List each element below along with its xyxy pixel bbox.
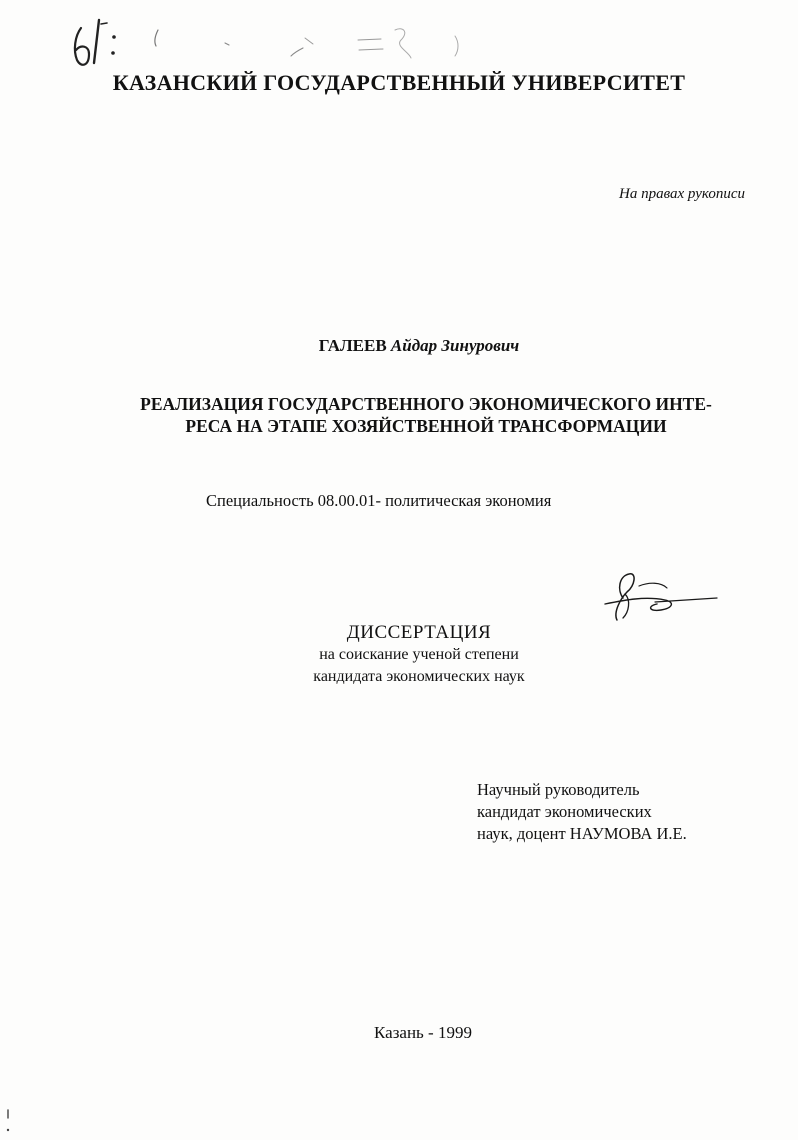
degree-line: кандидата экономических наук [313,668,525,685]
author-name [0,336,798,356]
author-given-names: Айдар Зинурович [390,336,520,355]
supervisor-line: Научный руководитель [477,780,640,799]
handwritten-archive-mark [55,6,475,76]
dissertation-title [86,393,766,437]
title-line: РЕАЛИЗАЦИЯ ГОСУДАРСТВЕННОГО ЭКОНОМИЧЕСКОГО ИНТЕ- [140,394,712,414]
specialty-line: Специальность 08.00.01- политическая экономия [206,491,552,510]
scan-margin-mark [5,1108,13,1138]
document-type-heading: ДИССЕРТАЦИЯ [346,622,492,643]
supervisor-line: наук, доцент НАУМОВА И.Е. [477,824,687,843]
place-and-year: Казань - 1999 [374,1023,472,1042]
degree-line: на соискание ученой степени [319,646,519,663]
handwritten-signature [595,560,725,630]
manuscript-rights-note: На правах рукописи [619,186,745,202]
title-line: РЕСА НА ЭТАПЕ ХОЗЯЙСТВЕННОЙ ТРАНСФОРМАЦИИ [185,416,667,436]
author-surname: ГАЛЕЕВ [318,336,387,355]
supervisor-line: кандидат экономических [477,802,652,821]
university-name: КАЗАНСКИЙ ГОСУДАРСТВЕННЫЙ УНИВЕРСИТЕТ [112,70,686,95]
